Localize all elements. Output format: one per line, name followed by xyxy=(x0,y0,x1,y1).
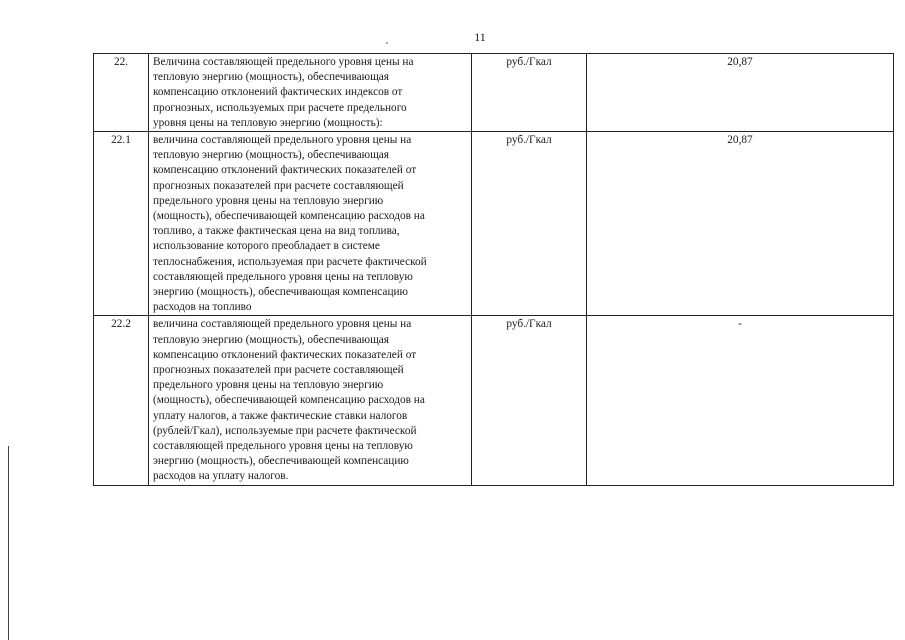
row-unit: руб./Гкал xyxy=(472,54,587,132)
page-number: 11 xyxy=(474,30,486,44)
description-line: величина составляющей предельного уровня цены на xyxy=(153,318,412,331)
row-number: 22. xyxy=(94,54,149,132)
description-line: компенсацию отклонений фактических показателей от xyxy=(153,348,417,361)
row-unit: руб./Гкал xyxy=(472,316,587,485)
description-line: составляющей предельного уровня цены на тепловую xyxy=(153,440,413,453)
row-description xyxy=(149,54,472,132)
description-line: (мощность), обеспечивающей компенсацию расходов на xyxy=(153,210,425,223)
description-line: расходов на топливо xyxy=(153,301,252,314)
description-line: компенсацию отклонений фактических показателей от xyxy=(153,164,417,177)
description-line: тепловую энергию (мощность), обеспечивающая xyxy=(153,149,389,162)
description-line: тепловую энергию (мощность), обеспечивающая xyxy=(153,333,389,346)
description-line: теплоснабжения, используемая при расчете фактической xyxy=(153,255,427,268)
description-line: прогнозных, используемых при расчете предельного xyxy=(153,101,407,114)
description-line: энергию (мощность), обеспечивающая компенсацию xyxy=(153,286,408,299)
tariff-table xyxy=(93,53,894,486)
row-value: - xyxy=(587,316,894,485)
description-line: компенсацию отклонений фактических индексов от xyxy=(153,86,403,99)
row-number: 22.2 xyxy=(94,316,149,485)
description-line: тепловую энергию (мощность), обеспечивающая xyxy=(153,71,389,84)
description-line: предельного уровня цены на тепловую энергию xyxy=(153,379,384,392)
description-line: предельного уровня цены на тепловую энергию xyxy=(153,194,384,207)
table-row-22-1 xyxy=(94,132,894,316)
description-line: (рублей/Гкал), используемые при расчете фактической xyxy=(153,424,417,437)
row-value: 20,87 xyxy=(587,132,894,316)
row-description xyxy=(149,316,472,485)
description-line: Величина составляющей предельного уровня цены на xyxy=(153,56,414,68)
description-line: уплату налогов, а также фактические ставки налогов xyxy=(153,409,408,422)
table-row-22 xyxy=(94,54,894,132)
description-line: топливо, а также фактическая цена на вид топлива, xyxy=(153,225,400,238)
description-line: энергию (мощность), обеспечивающей компенсацию xyxy=(153,455,409,468)
description-line: прогнозных показателей при расчете составляющей xyxy=(153,179,404,192)
description-line: использование которого преобладает в системе xyxy=(153,240,380,253)
description-line: расходов на уплату налогов. xyxy=(153,470,289,483)
scan-margin-line xyxy=(8,446,9,640)
row-number: 22.1 xyxy=(94,132,149,316)
row-description xyxy=(149,132,472,316)
description-line: уровня цены на тепловую энергию (мощность): xyxy=(153,116,383,129)
description-line: величина составляющей предельного уровня цены на xyxy=(153,134,412,147)
description-line: (мощность), обеспечивающей компенсацию расходов на xyxy=(153,394,425,407)
description-line: составляющей предельного уровня цены на тепловую xyxy=(153,270,413,283)
scan-dot-mark xyxy=(386,42,388,44)
row-value: 20,87 xyxy=(587,54,894,132)
row-unit: руб./Гкал xyxy=(472,132,587,316)
description-line: прогнозных показателей при расчете составляющей xyxy=(153,364,404,377)
table-row-22-2 xyxy=(94,316,894,485)
